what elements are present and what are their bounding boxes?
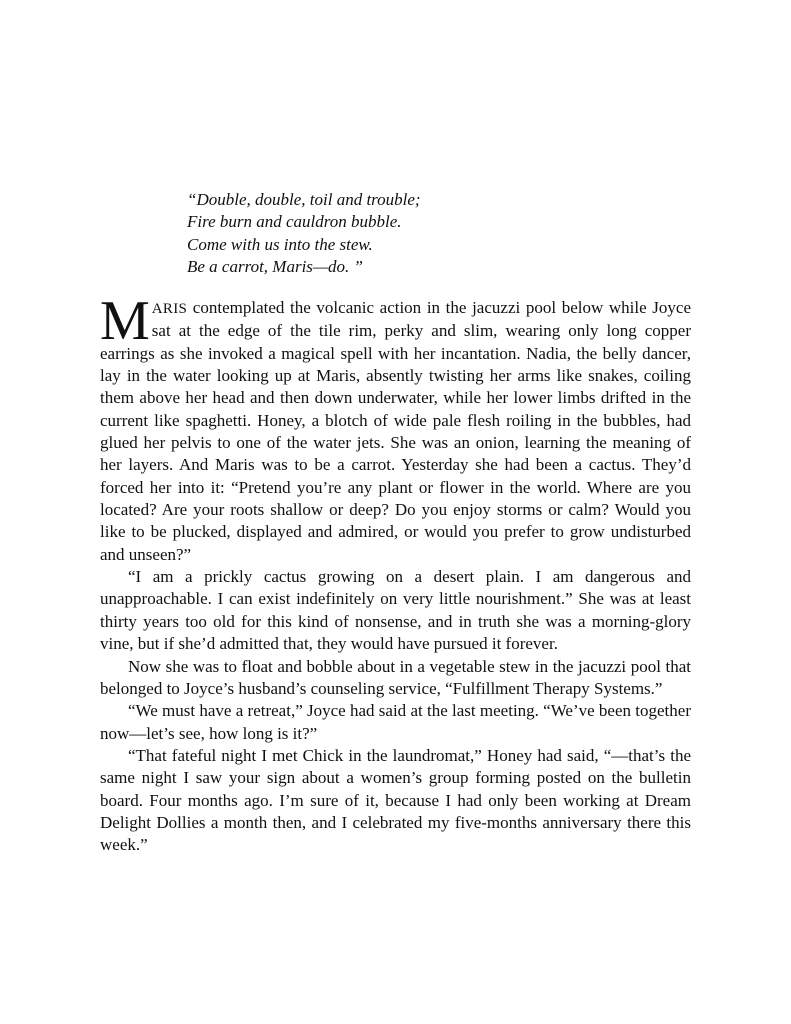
epigraph-line: Fire burn and cauldron bubble. [187, 212, 402, 232]
drop-cap: M [100, 290, 150, 352]
body-text [100, 290, 691, 857]
paragraph-opening [100, 290, 691, 566]
epigraph [187, 189, 421, 279]
paragraph: “That fateful night I met Chick in the laundromat,” Honey had said, “—that’s the same night I saw your sign about a women’s group forming posted on the bulletin board. Four months ago. I’m sure of it, because I had only been working at Dream Delight Dollies a month then, and I celebrated my five-months anniversary there this week.” [100, 745, 691, 855]
paragraph: “I am a prickly cactus growing on a desert plain. I am dangerous and unapproachable. I can exist indefinitely on very little nourishment.” She was at least thirty years too old for this kind of nonsense, and in truth she was a morning-glory vine, but if she’d admitted that, they would have pursued it forever. [100, 567, 691, 654]
paragraph-text: contemplated the volcanic action in the jacuzzi pool below while Joyce sat at the edge of the tile rim, perky and slim, wearing only long copper earrings as she invoked a magical spell with her incantation. Nadia, the belly dancer, lay in the water looking up at Maris, absently twisting her arms like snakes, coiling them above her head and then down underwater, while her lower limbs drifted in the current like spaghetti. Honey, a blotch of wide pale flesh roiling in the bubbles, had glued her pelvis to one of the water jets. She was an onion, learning the meaning of her layers. And Maris was to be a carrot. Yesterday she had been a cactus. They’d forced her into it: “Pretend you’re any plant or flower in the world. Where are you located? Are your roots shallow or deep? Do you enjoy storms or calm? Would you like to be plucked, displayed and admired, or would you prefer to grow undisturbed and unseen?” [100, 298, 691, 564]
epigraph-line: Come with us into the stew. [187, 234, 373, 254]
paragraph: “We must have a retreat,” Joyce had said at the last meeting. “We’ve been together now—let’s see, how long is it?” [100, 701, 691, 743]
epigraph-line: “Double, double, toil and trouble; [187, 190, 421, 209]
epigraph-line: Be a carrot, Maris—do. ” [187, 257, 363, 277]
opening-smallcaps: ARIS [151, 301, 188, 317]
paragraph: Now she was to float and bobble about in a vegetable stew in the jacuzzi pool that belonged to Joyce’s husband’s counseling service, “Fulfillment Therapy Systems.” [100, 656, 691, 698]
